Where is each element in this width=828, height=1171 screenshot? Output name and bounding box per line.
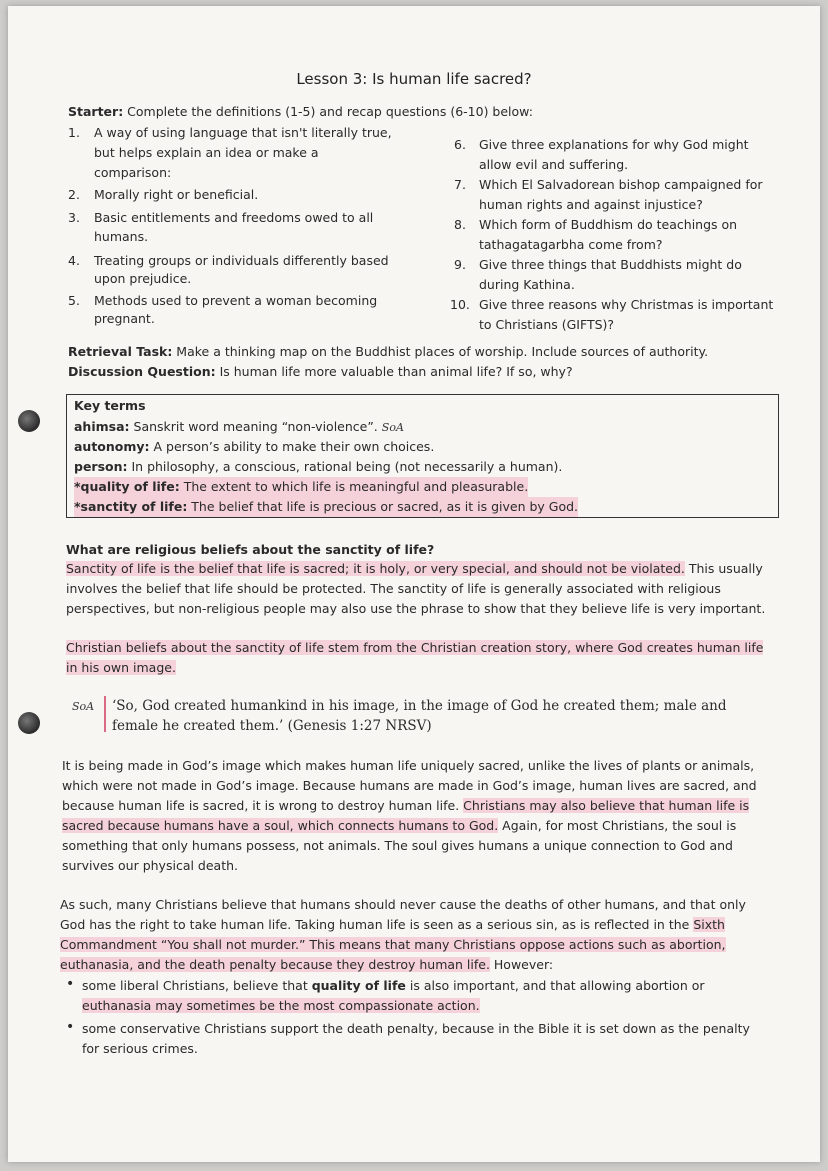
definition-text: upon prejudice. xyxy=(94,271,192,286)
discussion-question: Discussion Question: Is human life more valuable than animal life? If so, why? xyxy=(68,364,573,379)
definition-text: but helps explain an idea or make a xyxy=(94,145,319,160)
bullet-line: some conservative Christians support the death penalty, because in the Bible it is set down as the penalty xyxy=(82,1021,750,1036)
item-number: 3. xyxy=(68,210,80,225)
key-term-sanctity-of-life: *sanctity of life: The belief that life is precious or sacred, as it is given by God. xyxy=(74,497,578,517)
starter-instructions: Starter: Complete the definitions (1-5) and recap questions (6-10) below: xyxy=(68,104,533,119)
page-title: Lesson 3: Is human life sacred? xyxy=(296,70,532,88)
key-term-autonomy: autonomy: A person’s ability to make their own choices. xyxy=(74,439,435,454)
paragraph-line: survives our physical death. xyxy=(62,858,239,873)
question-text: allow evil and suffering. xyxy=(479,157,629,172)
paragraph-line: because human life is sacred, it is wrong to destroy human life. Christians may also believe that human life is xyxy=(62,798,750,813)
punch-hole xyxy=(18,712,40,734)
question-text: Which El Salvadorean bishop campaigned for xyxy=(479,177,763,192)
question-text: Give three things that Buddhists might do xyxy=(479,257,742,272)
item-number: 8. xyxy=(454,217,466,232)
item-number: 10. xyxy=(450,297,470,312)
item-number: 4. xyxy=(68,253,80,268)
bullet-marker: • xyxy=(66,976,75,992)
item-number: 6. xyxy=(454,137,466,152)
item-number: 5. xyxy=(68,293,80,308)
question-text: Give three explanations for why God might xyxy=(479,137,749,152)
punch-hole xyxy=(18,410,40,432)
paragraph-line: It is being made in God’s image which makes human life uniquely sacred, unlike the lives of plants or animals, xyxy=(62,758,755,773)
definition-text: comparison: xyxy=(94,165,172,180)
paragraph-line: which were not made in God’s image. Because humans are made in God’s image, human lives are sacred, and xyxy=(62,778,757,793)
handwritten-note: SoA xyxy=(72,700,95,713)
key-term-ahimsa: ahimsa: Sanskrit word meaning “non-violence”. SoA xyxy=(74,419,404,434)
definition-text: A way of using language that isn't literally true, xyxy=(94,125,392,140)
bullet-line: for serious crimes. xyxy=(82,1041,198,1056)
item-number: 7. xyxy=(454,177,466,192)
question-text: Give three reasons why Christmas is important xyxy=(479,297,774,312)
definition-text: humans. xyxy=(94,229,149,244)
question-text: to Christians (GIFTS)? xyxy=(479,317,615,332)
definition-text: Basic entitlements and freedoms owed to all xyxy=(94,210,374,225)
paragraph-line: euthanasia, and the death penalty because they destroy human life. However: xyxy=(60,957,554,972)
retrieval-task: Retrieval Task: Make a thinking map on the Buddhist places of worship. Include sources of authority. xyxy=(68,344,709,359)
paragraph-line: in his own image. xyxy=(66,660,176,675)
definition-text: Morally right or beneficial. xyxy=(94,187,259,202)
paragraph-line: Sanctity of life is the belief that life is sacred; it is holy, or very special, and should not be violated. This usually xyxy=(66,561,763,576)
key-term-quality-of-life: *quality of life: The extent to which life is meaningful and pleasurable. xyxy=(74,477,528,497)
paragraph-line: involves the belief that life should be protected. The sanctity of life is generally associated with religious xyxy=(66,581,721,596)
question-text: during Kathina. xyxy=(479,277,575,292)
quote-marker xyxy=(104,696,106,732)
key-term-person: person: In philosophy, a conscious, rational being (not necessarily a human). xyxy=(74,459,563,474)
paragraph-line: God has the right to take human life. Taking human life is seen as a serious sin, as is reflected in the Sixth xyxy=(60,917,725,932)
definition-text: Methods used to prevent a woman becoming xyxy=(94,293,378,308)
bullet-line: some liberal Christians, believe that quality of life is also important, and that allowing abortion or xyxy=(82,978,705,993)
key-terms-heading: Key terms xyxy=(74,398,146,413)
paragraph-line: sacred because humans have a soul, which connects humans to God. Again, for most Christians, the soul is xyxy=(62,818,737,833)
item-number: 1. xyxy=(68,125,80,140)
item-number: 2. xyxy=(68,187,80,202)
item-number: 9. xyxy=(454,257,466,272)
question-text: Which form of Buddhism do teachings on xyxy=(479,217,738,232)
paragraph-line: Commandment “You shall not murder.” This means that many Christians oppose actions such as abortion, xyxy=(60,937,726,952)
paragraph-line: something that only humans possess, not animals. The soul gives humans a unique connection to God and xyxy=(62,838,733,853)
worksheet-page xyxy=(8,6,820,1162)
bullet-marker: • xyxy=(66,1019,75,1035)
definition-text: pregnant. xyxy=(94,311,155,326)
key-terms-box xyxy=(66,394,779,518)
paragraph-line: perspectives, but non-religious people may also use the phrase to show that they believe life is very important. xyxy=(66,601,766,616)
paragraph-line: Christian beliefs about the sanctity of life stem from the Christian creation story, where God creates human life xyxy=(66,640,764,655)
bible-quote: ‘So, God created humankind in his image, in the image of God he created them; male and female he created them.’ (Genesis 1:27 NRSV) xyxy=(112,698,727,734)
bullet-line: euthanasia may sometimes be the most compassionate action. xyxy=(82,998,480,1013)
definition-text: Treating groups or individuals differently based xyxy=(94,253,389,268)
section-heading: What are religious beliefs about the sanctity of life? xyxy=(66,542,435,557)
paragraph-line: As such, many Christians believe that humans should never cause the deaths of other humans, and that only xyxy=(60,897,746,912)
question-text: human rights and against injustice? xyxy=(479,197,703,212)
question-text: tathagatagarbha come from? xyxy=(479,237,663,252)
